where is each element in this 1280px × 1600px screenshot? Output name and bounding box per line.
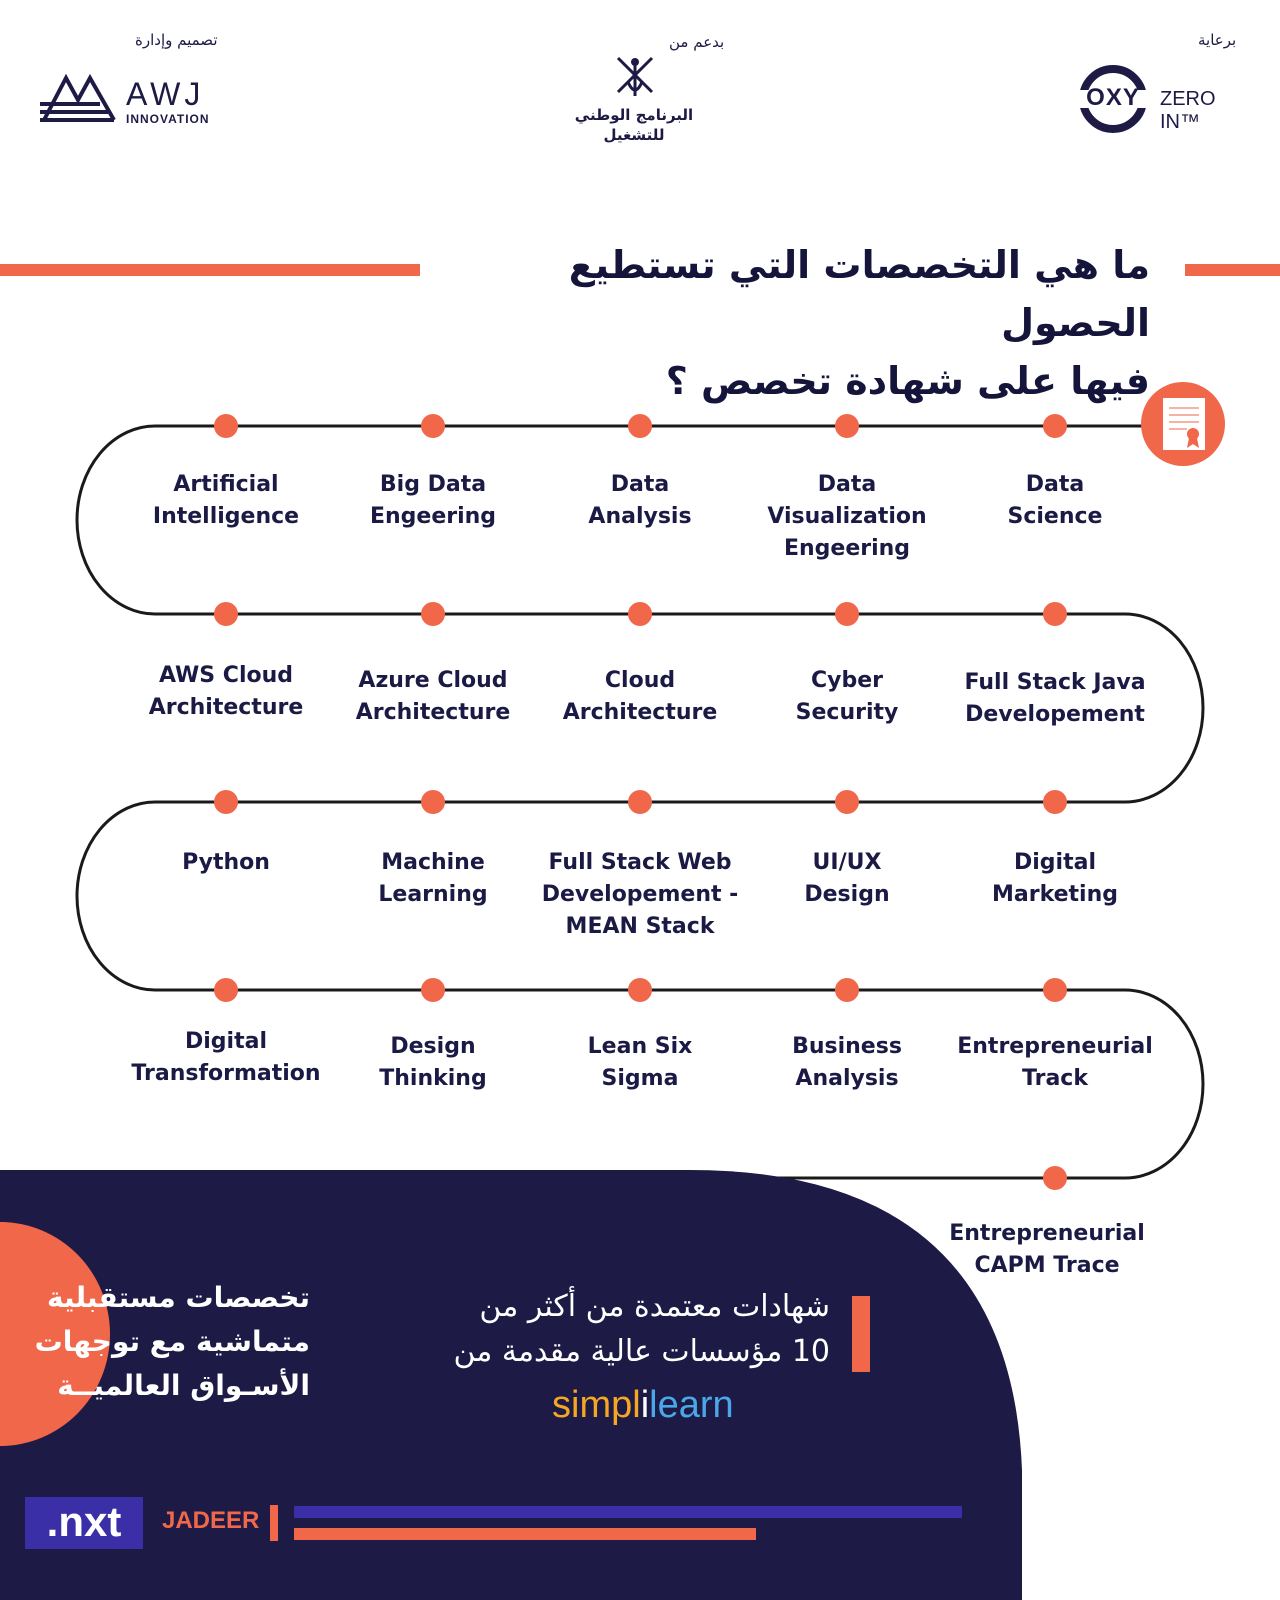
specialization-label-line: Transformation — [131, 1061, 321, 1086]
jadeer-label: JADEER — [162, 1507, 260, 1534]
specialization-item — [747, 665, 947, 729]
specialization-item — [333, 847, 533, 911]
specialization-label-line: Developement - — [541, 882, 739, 907]
specialization-item — [126, 660, 326, 724]
national-program-line2: للتشغيل — [603, 126, 665, 144]
supported-by-label: بدعم من — [669, 33, 725, 51]
specialization-item — [540, 665, 740, 729]
specialization-label-line: Cyber — [810, 668, 883, 693]
specialization-label-line: Thinking — [379, 1066, 487, 1091]
specialization-item — [126, 469, 326, 533]
oxy-tagline: ZERO IN™ — [1160, 88, 1216, 133]
specialization-item — [540, 1031, 740, 1095]
simplilearn-logo — [552, 1384, 734, 1427]
path-dot — [1043, 414, 1067, 438]
path-dot — [214, 602, 238, 626]
specialization-label-line: Artificial — [173, 472, 279, 497]
specialization-label-line: Cloud — [604, 668, 676, 693]
certified-accent-bar — [852, 1296, 870, 1372]
specialization-item — [747, 847, 947, 911]
page-title-line2: فيها على شهادة تخصص ؟ — [665, 359, 1150, 403]
path-dot — [835, 790, 859, 814]
specialization-label-line: UI/UX — [812, 850, 882, 875]
national-program-line1: البرنامج الوطني — [574, 106, 694, 124]
specialization-label-line: Developement — [965, 702, 1145, 727]
certificate-icon — [1141, 382, 1225, 466]
specialization-label-line: Azure Cloud — [358, 668, 508, 693]
specialization-label-line: Science — [1007, 504, 1103, 529]
specialization-label-line: Lean Six — [587, 1034, 693, 1059]
awj-name: AWJ — [126, 76, 205, 112]
design-management-label: تصميم وإدارة — [135, 31, 218, 49]
specialization-item — [747, 1031, 947, 1095]
specialization-item — [955, 847, 1155, 911]
specialization-label-line: MEAN Stack — [565, 914, 715, 939]
specialization-label-line: Learning — [378, 882, 488, 907]
path-dot — [1043, 602, 1067, 626]
certificate-badge — [1141, 382, 1225, 466]
specialization-label-line: Intelligence — [152, 504, 300, 529]
specialization-label-line: Design — [804, 882, 890, 907]
oxy-name: OXY — [1086, 84, 1140, 111]
specialization-item — [955, 1031, 1155, 1095]
specialization-item — [333, 469, 533, 533]
footer-stripe-purple — [294, 1506, 962, 1518]
specialization-label-line: Analysis — [588, 504, 692, 529]
specialization-label-line: Architecture — [562, 700, 718, 725]
specialization-label-line: Entrepreneurial — [957, 1034, 1153, 1059]
specialization-item — [126, 847, 326, 879]
specialization-item — [747, 469, 947, 565]
specialization-item — [955, 667, 1155, 731]
path-dot — [421, 978, 445, 1002]
path-dot — [421, 414, 445, 438]
path-dot — [214, 790, 238, 814]
path-dot — [835, 978, 859, 1002]
path-dot — [628, 414, 652, 438]
certified-line1: شهادات معتمدة من أكثر من — [479, 1289, 830, 1324]
specialization-label-line: Marketing — [991, 882, 1119, 907]
specialization-label-line: Entrepreneurial — [949, 1221, 1145, 1246]
path-dot — [421, 602, 445, 626]
specialization-label-line: Engeering — [783, 536, 911, 561]
specialization-label-line: Track — [1022, 1066, 1088, 1091]
path-dot — [1043, 978, 1067, 1002]
specialization-label-line: CAPM Trace — [974, 1253, 1120, 1278]
specialization-label-line: Data — [610, 472, 670, 497]
specialization-item — [955, 469, 1155, 533]
certified-text — [420, 1284, 830, 1374]
future-specializations-text — [30, 1276, 310, 1408]
specialization-label-line: Full Stack Java — [964, 670, 1146, 695]
specialization-label-line: Digital — [1014, 850, 1096, 875]
specialization-label-line: Visualization — [767, 504, 927, 529]
specialization-label-line: Machine — [381, 850, 485, 875]
specialization-label-line: Analysis — [795, 1066, 899, 1091]
specialization-label-line: Big Data — [379, 472, 487, 497]
path-dot — [628, 602, 652, 626]
specialization-label-line: Data — [817, 472, 877, 497]
path-dot — [628, 790, 652, 814]
specialization-label-line: Engeering — [369, 504, 497, 529]
sponsored-by-label: برعاية — [1198, 31, 1237, 49]
path-dot — [835, 414, 859, 438]
path-dot — [1043, 790, 1067, 814]
specialization-label-line: Sigma — [601, 1066, 679, 1091]
nxt-logo — [25, 1497, 143, 1549]
future-line2: متماشية مع توجهات — [34, 1325, 310, 1358]
specialization-label-line: Business — [792, 1034, 902, 1059]
specialization-item — [333, 665, 533, 729]
awj-sub: INNOVATION — [126, 112, 210, 126]
specialization-label-line: Security — [795, 700, 899, 725]
footer-stripe-orange — [294, 1528, 756, 1540]
simplilearn-part1: simpl — [552, 1384, 641, 1426]
future-line1: تخصصات مستقبلية — [47, 1281, 310, 1314]
jadeer-divider — [270, 1505, 278, 1541]
specialization-label-line: Design — [390, 1034, 476, 1059]
specialization-label-line: Digital — [185, 1029, 267, 1054]
path-dot — [214, 414, 238, 438]
specialization-item — [540, 469, 740, 533]
specialization-label-line: Architecture — [148, 695, 304, 720]
path-dot — [835, 602, 859, 626]
path-dot — [214, 978, 238, 1002]
specialization-item — [333, 1031, 533, 1095]
certified-line2: 10 مؤسسات عالية مقدمة من — [453, 1334, 830, 1369]
path-dot — [421, 790, 445, 814]
specialization-item — [126, 1026, 326, 1090]
specialization-item — [540, 847, 740, 943]
path-dot — [628, 978, 652, 1002]
future-line3: الأسـواق العالميــة — [57, 1369, 310, 1402]
specialization-label-line: AWS Cloud — [158, 663, 294, 688]
specialization-label-line: Architecture — [355, 700, 511, 725]
nxt-logo-text: .nxt — [46, 1498, 122, 1545]
simplilearn-part3: learn — [649, 1384, 734, 1426]
simplilearn-part2: i — [640, 1384, 650, 1426]
page-title-line1: ما هي التخصصات التي تستطيع الحصول — [568, 243, 1150, 345]
specialization-label-line: Full Stack Web — [548, 850, 732, 875]
specialization-label-line: Data — [1025, 472, 1085, 497]
specialization-label-line: Python — [182, 850, 270, 875]
